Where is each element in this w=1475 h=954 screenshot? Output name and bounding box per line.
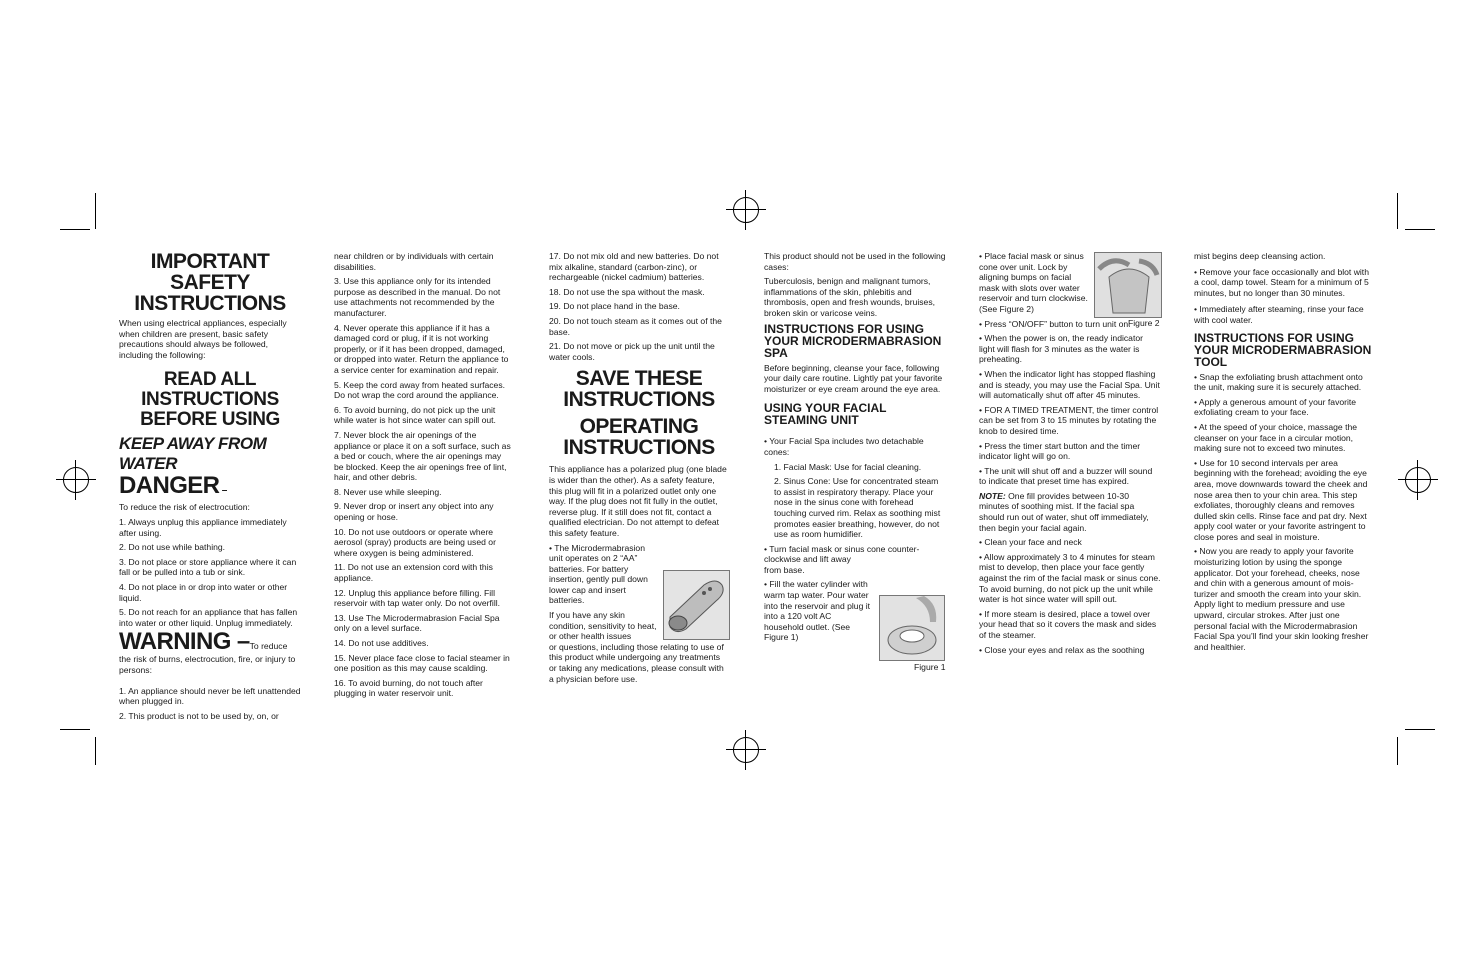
step-item: • When the indicator light has stopped flashing and is steady, you may use the Facial Spa. Unit will automatically shut off after 45 minutes. (979, 368, 1160, 401)
safety-item: 15. Never place face close to facial steamer in one position as this may cause scalding. (334, 652, 510, 674)
danger-item: 1. Always unplug this appliance immediately after using. (119, 516, 287, 538)
tool-icon (664, 571, 729, 639)
step-item: • When the power is on, the ready indicator light will flash for 3 minutes as the water is preheating. (979, 333, 1143, 365)
tool-item: • Now you are ready to apply your favorite moisturizing lotion by using the sponge applicator. Dot your forehead, cheeks, nose and chin with a generous amount of mois-turizer and smooth the cream into your skin. Apply light to medium pressure and use upward, circular strokes. After just one personal facial with the Microdermabrasion Facial Spa you’ll find your skin looking fresher and healthier. (1194, 546, 1369, 652)
tool-heading: INSTRUCTIONS FOR USING YOUR MICRODERMABRASION TOOL (1194, 330, 1372, 369)
save-heading: SAVE THESE INSTRUCTIONS (563, 367, 715, 412)
crop-mark (95, 193, 96, 229)
step-item: • Close your eyes and relax as the soothing (979, 644, 1145, 655)
step-item: • Press the timer start button and the timer indicator light will go on. (979, 440, 1141, 462)
skin-text-a: If you have any skin condition, sensitivity to heat, or other health issues (549, 610, 657, 642)
warning-item: 2. This product is not to be used by, on, or (119, 710, 279, 721)
registration-mark-icon (733, 197, 759, 223)
cones-intro: • Your Facial Spa includes two detachable cones: (764, 436, 924, 457)
steaming-heading: USING YOUR FACIAL STEAMING UNIT (764, 401, 887, 428)
contraindications-intro: This product should not be used in the following cases: (764, 251, 946, 272)
safety-item: 16. To avoid burning, do not touch after plugging in water reservoir unit. (334, 677, 483, 699)
column-instructions (764, 251, 946, 647)
safety-item: 10. Do not use outdoors or operate where aerosol (spray) products are being used or where oxygen is being administered. (334, 526, 496, 558)
cone-item: 1. Facial Mask: Use for facial cleaning. (774, 461, 922, 472)
figure-2-caption: Figure 2 (1128, 318, 1160, 328)
registration-mark-icon (1405, 467, 1431, 493)
warning-item: 1. An appliance should never be left unattended when plugged in. (119, 685, 301, 707)
column-safety-cont (334, 251, 512, 703)
column-tool (1194, 251, 1374, 656)
crop-mark (1405, 729, 1435, 730)
crop-mark (1405, 229, 1435, 230)
safety-item: 4. Never operate this appliance if it has a damaged cord or plug, if it is not working properly, or if it has been dropped, damaged, or dropped into water. Return the appliance to a service center for examination and repair. (334, 322, 509, 375)
step-item: • Allow approximately 3 to 4 minutes for steam mist to develop, then place your face gently against the rim of the facial mask or sinus cone. To avoid burning, do not pick up the unit while water is hot since water will spill out. (979, 551, 1161, 605)
danger-item: 5. Do not reach for an appliance that has fallen into water or other liquid. Unplug immediately. (119, 607, 298, 628)
crop-mark (1397, 737, 1398, 765)
figure-1-image (879, 595, 945, 661)
step-item: • Immediately after steaming, rinse your face with cool water. (1194, 304, 1364, 325)
safety-item: 8. Never use while sleeping. (334, 486, 442, 497)
safety-item: 11. Do not use an extension cord with this appliance. (334, 562, 493, 584)
danger-dash: – (221, 485, 228, 497)
facial-mask-icon (1095, 253, 1161, 317)
skin-text-b: or questions, including those relating to use of this product while undergoing any treatments or taking any medications, please consult with a physician before use. (549, 641, 724, 684)
safety-item: 18. Do not use the spa without the mask. (549, 286, 705, 297)
registration-mark-icon (733, 737, 759, 763)
safety-item: 9. Never drop or insert any object into any opening or hose. (334, 501, 494, 523)
warning-block (119, 630, 301, 675)
plug-text: This appliance has a polarized plug (one blade is wider than the other). As a safety feature, this plug will fit in a polarized outlet only one way. If the plug does not fit fully in the outlet, reverse plug. If it still does not fit, contact a qualified electrician. Do not attempt to defeat this safety feature. (549, 464, 727, 538)
base-text: from base. (764, 564, 805, 575)
steamer-base-icon (880, 596, 944, 660)
keep-away-heading: KEEP AWAY FROM WATER (119, 434, 267, 474)
step-item: • The unit will shut off and a buzzer will sound to indicate that preset time has expired. (979, 465, 1153, 487)
safety-item: 19. Do not place hand in the base. (549, 301, 680, 312)
safety-item: 3. Use this appliance only for its intended purpose as described in the manual. Do not use attachments not recommended by the manufacturer. (334, 276, 501, 318)
microdermabrasion-text: Before beginning, cleanse your face, following your daily care routine. Lightly pat your favorite moisturizer or eye cream around the eye area. (764, 362, 943, 394)
safety-item: 20. Do not touch steam as it comes out of the base. (549, 315, 722, 337)
danger-intro: To reduce the risk of electrocution: (119, 502, 250, 513)
safety-item: 6. To avoid burning, do not pick up the unit while water is hot since water can spill out. (334, 404, 496, 426)
battery-text: • The Microdermabrasion unit operates on 2 “AA” batteries. For battery insertion, gently pull down lower cap and insert batteries. (549, 542, 648, 606)
safety-item: 12. Unplug this appliance before filling. Fill reservoir with tap water only. Do not overfill. (334, 587, 501, 609)
safety-item: 21. Do not move or pick up the unit until the water cools. (549, 341, 715, 362)
crop-mark (60, 729, 90, 730)
crop-mark (1397, 193, 1398, 229)
safety-item: 17. Do not mix old and new batteries. Do not mix alkaline, standard (carbon-zinc), or rechargeable (nickel cadmium) batteries. (549, 251, 719, 283)
cone-item: 2. Sinus Cone: Use for concentrated steam to assist in respiratory therapy. Place your nose in the sinus cone with forehead touching curved rim. Relax as soothing mist promotes easier breathing, however, do not use as room humidifier. (774, 476, 941, 540)
safety-item: 7. Never block the air openings of the appliance or place it on a soft surface, such as a bed or couch, where the air openings may be blocked. Keep the air openings free of lint, hair, and other debris. (334, 429, 511, 483)
note-text: One fill provides between 10-30 minutes of soothing mist. If the facial spa should run out of water, shut off immediately, then begin your facial again. (979, 490, 1149, 533)
danger-item: 4. Do not place in or drop into water or other liquid. (119, 581, 288, 603)
crop-mark (95, 737, 96, 765)
tool-item: • Apply a generous amount of your favorite exfoliating cream to your face. (1194, 396, 1357, 418)
step-item: mist begins deep cleansing action. (1194, 251, 1326, 261)
microdermabrasion-tool-image (663, 570, 730, 640)
safety-item: near children or by individuals with certain disabilities. (334, 251, 494, 272)
operating-heading: OPERATING INSTRUCTIONS (563, 415, 715, 460)
note-block (979, 491, 1161, 533)
safety-title: IMPORTANT SAFETY INSTRUCTIONS (134, 250, 286, 315)
turn-text: • Turn facial mask or sinus cone counter-clockwise and lift away (764, 543, 920, 565)
column-safety (119, 251, 301, 725)
safety-intro: When using electrical appliances, especially when children are present, basic safety precautions should always be followed, including the following: (119, 318, 287, 360)
figure-2-image (1094, 252, 1162, 318)
step-item: • FOR A TIMED TREATMENT, the timer control can be set from 3 to 15 minutes by rotating the knob to desired time. (979, 404, 1159, 436)
figure-1-caption: Figure 1 (914, 662, 946, 672)
contraindications-list: Tuberculosis, benign and malignant tumors, inflammations of the skin, phlebitis and thrombosis, open and fresh wounds, bruises, broken skin or varicose veins. (764, 276, 936, 318)
danger-heading (119, 474, 301, 498)
microdermabrasion-heading: INSTRUCTIONS FOR USING YOUR MICRODERMABRASION SPA (764, 321, 942, 360)
safety-item: 13. Use The Microdermabrasion Facial Spa only on a level surface. (334, 612, 500, 634)
step-item: • If more steam is desired, place a towel over your head that so it covers the mask and sides of the steamer. (979, 608, 1157, 640)
step-item: • Press “ON/OFF” button to turn unit on. (979, 318, 1131, 329)
safety-item: 14. Do not use additives. (334, 638, 429, 648)
note-label: NOTE: (979, 490, 1006, 501)
fill-text: • Fill the water cylinder with warm tap water. Pour water into the reservoir and plug it into a 120 volt AC household outlet. (See Figure 1) (764, 579, 871, 643)
danger-label: DANGER (119, 472, 220, 500)
tool-item: • Snap the exfoliating brush attachment onto the unit, making sure it is securely attached. (1194, 371, 1363, 393)
tool-item: • Use for 10 second intervals per area beginning with the forehead; avoiding the eye area, move downwards toward the cheek and nose area then to your chin area. This step exfoliates, thoroughly cleans and removes dulled skin cells. Rinse face and pat dry. Next apply cool water or your favorite astringent to close pores and seal in moisture. (1194, 457, 1368, 542)
crop-mark (60, 229, 90, 230)
read-all-heading: READ ALL INSTRUCTIONS BEFORE USING (140, 369, 280, 431)
warning-label: WARNING – (119, 628, 250, 656)
registration-mark-icon (63, 467, 89, 493)
step-item: • Clean your face and neck (979, 537, 1082, 548)
place-text: • Place facial mask or sinus cone over unit. Lock by aligning bumps on facial mask with slots over water reservoir and turn clockwise. (See Figure 2) (979, 251, 1088, 314)
safety-item: 5. Keep the cord away from heated surfaces. Do not wrap the cord around the appliance. (334, 379, 506, 401)
tool-item: • At the speed of your choice, massage the cleanser on your face in a circular motion, making sure not to exceed two minutes. (1194, 421, 1358, 454)
danger-item: 3. Do not place or store appliance where it can fall or be pulled into a tub or sink. (119, 556, 297, 578)
warning-text: To reduce the risk of burns, electrocution, fire, or injury to persons: (119, 641, 296, 675)
danger-item: 2. Do not use while bathing. (119, 542, 226, 553)
step-item: • Remove your face occasionally and blot with a cool, damp towel. Steam for a minimum of 5 minutes, but no longer than 30 minutes. (1194, 266, 1369, 298)
